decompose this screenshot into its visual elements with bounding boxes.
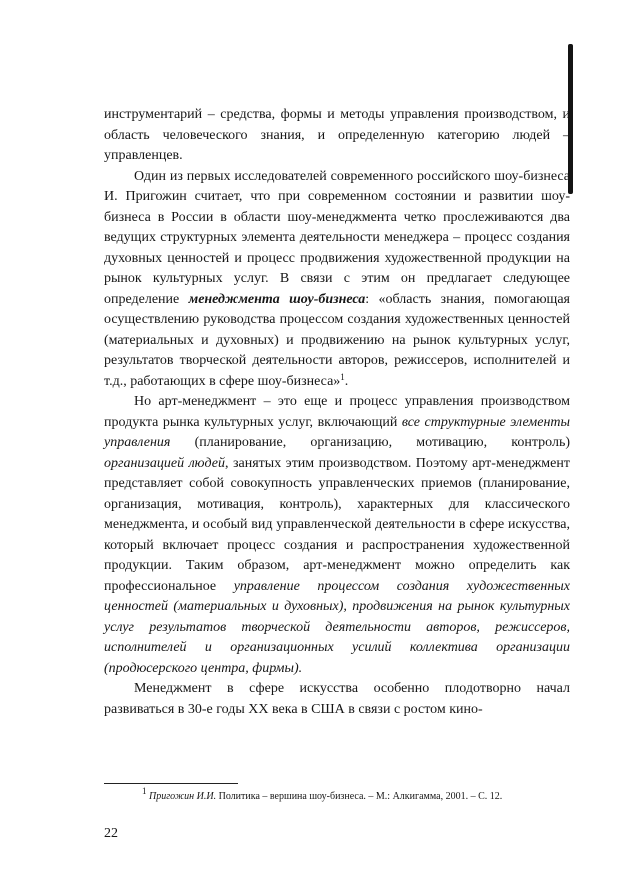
paragraph-3-segment: , занятых этим производством. Поэтому арт-менеджмент представляет собой совокупность управленческих приемов (планирование, организация, мотивация, контроль), характерных для классического менеджмента, и особый вид управленческой деятельности в сфере искусства, который включает процесс создания и распространения художественной продукции. Таким образом, арт-менеджмент можно определить как профессиональное: [104, 455, 570, 594]
paragraph-2-segment: менеджмента шоу-бизнеса: [188, 291, 366, 307]
paragraph-4-segment: Менеджмент в сфере искусства особенно плодотворно начал развиваться в 30-е годы XX века в США в связи с ростом кино-: [104, 681, 570, 717]
paragraph-2-segment: 1: [340, 371, 345, 382]
paragraph-2: [104, 167, 570, 393]
footnote-divider: [104, 783, 238, 784]
footnote-author: Пригожин И.И.: [149, 791, 217, 802]
paragraph-3-segment: все структурные элементы управления: [104, 414, 570, 450]
paragraph-1: [104, 105, 570, 167]
paragraph-4: [104, 679, 570, 720]
paragraph-2-segment: Один из первых исследователей современного российского шоу-бизнеса И. Пригожин считает, что при современном состоянии и развитии шоу-бизнеса в России в области шоу-менеджмента четко прослеживаются два ведущих структурных элемента деятельности менеджера – процесс создания духовных ценностей и процесс продвижения художественной продукции на рынок культурных услуг. В связи с этим он предлагает следующее определение: [104, 168, 570, 307]
footnote-marker: 1: [142, 786, 147, 796]
paragraph-3: [104, 392, 570, 679]
paragraph-2-segment: : «область знания, помогающая осуществлению руководства процессом создания художественных ценностей (материальных и духовных) и продвижению на рынок культурных услуг, результатов творческой деятельности авторов, режиссеров, исполнителей и т.д., работающих в сфере шоу-бизнеса»: [104, 291, 570, 389]
paragraph-3-segment: (планирование, организацию, мотивацию, контроль): [170, 435, 570, 450]
footnote: [104, 786, 570, 804]
paragraph-1-segment: инструментарий – средства, формы и методы управления производством, и область человеческого знания, и определенную категорию людей – управленцев.: [104, 107, 570, 163]
paragraph-2-segment: .: [344, 373, 349, 389]
paragraph-3-segment: организацией людей: [104, 455, 226, 471]
page-number: 22: [104, 826, 118, 841]
body-text: [104, 105, 570, 720]
footnote-text: Политика – вершина шоу-бизнеса. – М.: Алкигамма, 2001. – С. 12.: [216, 791, 503, 802]
paragraph-3-segment: управление процессом создания художественных ценностей (материальных и духовных), продвижения на рынок культурных услуг результатов творческой деятельности авторов, режиссеров, исполнителей и организационных усилий коллектива организации (продюсерского центра, фирмы).: [104, 578, 570, 676]
paragraph-3-segment: Но арт-менеджмент – это еще и процесс управления производством продукта рынка культурных услуг, включающий: [104, 394, 570, 430]
